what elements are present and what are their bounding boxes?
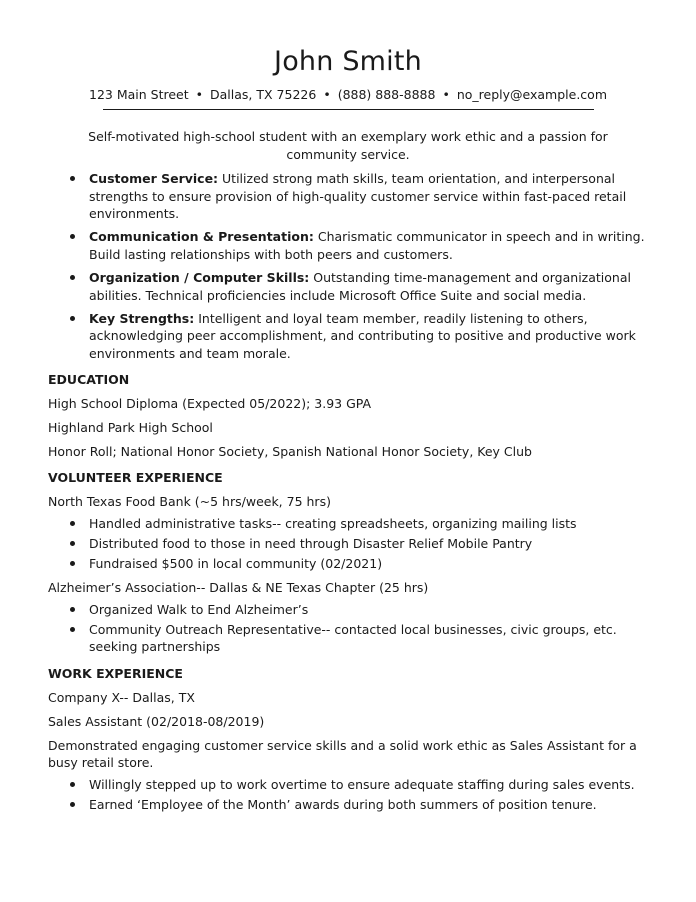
header-divider (103, 109, 594, 110)
bullet-icon (70, 627, 75, 632)
education-school: Highland Park High School (48, 420, 213, 436)
contact-email: no_reply@example.com (456, 87, 607, 102)
candidate-name: John Smith (274, 46, 422, 77)
list-item (48, 796, 648, 814)
volunteer-org-1: North Texas Food Bank (~5 hrs/week, 75 hrs) (48, 494, 331, 510)
contact-city: Dallas, TX 75226 (210, 87, 317, 102)
volunteer-org-2: Alzheimer’s Association-- Dallas & NE Texas Chapter (25 hrs) (48, 580, 429, 596)
list-item-text: Community Outreach Representative-- contacted local businesses, civic groups, etc. seeking partnerships (89, 621, 617, 655)
list-item-text: Willingly stepped up to work overtime to ensure adequate staffing during sales events. (89, 777, 635, 792)
list-item-text: Fundraised $500 in local community (02/2021) (89, 555, 383, 571)
list-item (48, 555, 648, 573)
skill-label: Customer Service: (89, 171, 219, 186)
skill-text: Intelligent and loyal team member, readily listening to others, acknowledging peer accomplishment, and contributing to positive and productive work environments and team morale. (89, 310, 636, 361)
contact-phone: (888) 888-8888 (337, 87, 436, 102)
list-item-text: Distributed food to those in need through Disaster Relief Mobile Pantry (89, 536, 533, 552)
bullet-icon (70, 782, 75, 787)
skill-item (48, 228, 648, 263)
summary-text: Self-motivated high-school student with an exemplary work ethic and a passion for community service. (88, 129, 608, 162)
bullet-icon (70, 234, 75, 239)
bullet-icon (70, 541, 75, 546)
bullet-icon (70, 521, 75, 526)
volunteer-heading: VOLUNTEER EXPERIENCE (48, 470, 223, 486)
contact-separator: • (442, 87, 450, 102)
work-description: Demonstrated engaging customer service skills and a solid work ethic as Sales Assistant for a busy retail store. (48, 738, 637, 770)
education-heading: EDUCATION (48, 372, 130, 388)
skills-list (48, 170, 648, 362)
contact-address: 123 Main Street (89, 87, 189, 102)
list-item (48, 515, 648, 533)
skill-item (48, 170, 648, 223)
bullet-icon (70, 275, 75, 280)
skill-item (48, 269, 648, 304)
list-item-text: Earned ‘Employee of the Month’ awards during both summers of position tenure. (89, 796, 597, 812)
list-item-text: Organized Walk to End Alzheimer’s (89, 602, 309, 618)
education-honors: Honor Roll; National Honor Society, Spanish National Honor Society, Key Club (48, 444, 532, 460)
contact-separator: • (195, 87, 204, 102)
skill-text: Outstanding time-management and organizational abilities. Technical proficiencies include Microsoft Office Suite and social media. (89, 269, 631, 303)
work-list (48, 776, 648, 813)
work-heading: WORK EXPERIENCE (48, 666, 183, 681)
list-item (48, 601, 648, 619)
skill-label: Communication & Presentation: (89, 229, 314, 245)
bullet-icon (70, 802, 75, 807)
skill-label: Key Strengths: (89, 310, 195, 326)
contact-line (48, 87, 648, 103)
bullet-icon (70, 607, 75, 612)
education-diploma: High School Diploma (Expected 05/2022); 3.93 GPA (48, 396, 372, 412)
work-company: Company X-- Dallas, TX (48, 690, 195, 705)
volunteer-org-1-list (48, 515, 648, 572)
bullet-icon (70, 176, 75, 181)
skill-item (48, 310, 648, 363)
bullet-icon (70, 316, 75, 321)
volunteer-org-2-list (48, 601, 648, 656)
skill-label: Organization / Computer Skills: (89, 269, 310, 285)
skill-text: Utilized strong math skills, team orientation, and interpersonal strengths to ensure provision of high-quality customer service within fast-paced retail environments. (89, 171, 627, 222)
list-item-text: Handled administrative tasks-- creating spreadsheets, organizing mailing lists (89, 516, 577, 532)
contact-separator: • (323, 87, 331, 102)
bullet-icon (70, 561, 75, 566)
list-item (48, 776, 648, 794)
skill-text: Charismatic communicator in speech and in writing. Build lasting relationships with both peers and customers. (89, 229, 645, 262)
work-role: Sales Assistant (02/2018-08/2019) (48, 714, 265, 729)
list-item (48, 535, 648, 553)
list-item (48, 621, 648, 656)
